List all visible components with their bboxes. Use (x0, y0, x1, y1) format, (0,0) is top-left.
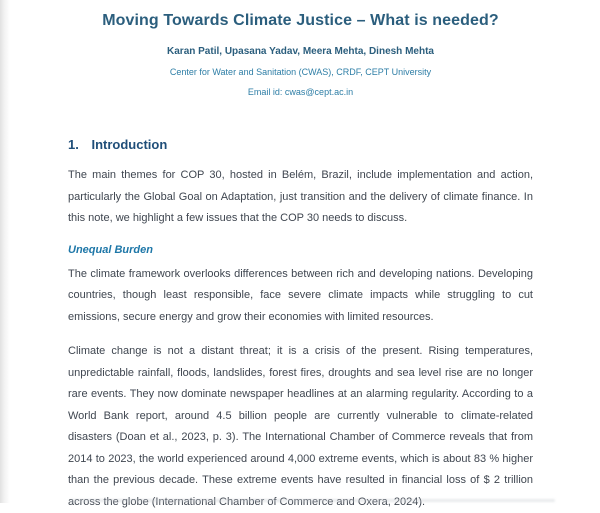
unequal-burden-paragraph-2: Climate change is not a distant threat; it is a crisis of the present. Rising temperatures, unpredictable rainfall, floods, landslides, forest fires, droughts and sea level rise are no longer rare events. They now dominate newspaper headlines at an alarming regularity. According to a World Bank report, around 4.5 billion people are currently vulnerable to climate-related disasters (Doan et al., 2023, p. 3). The International Chamber of Commerce reveals that from 2014 to 2023, the world experienced around 4,000 extreme events, which is about 83 % higher than the previous decade. These extreme events have resulted in financial loss of $ 2 trillion across the globe (International Chamber of Commerce and Oxera, 2024). (68, 345, 533, 508)
affiliation-line: Center for Water and Sanitation (CWAS), CRDF, CEPT University (169, 67, 432, 77)
unequal-burden-paragraph-1: The climate framework overlooks differences between rich and developing nations. Developing countries, though least responsible, face severe climate impacts while struggling to cut emissions, secure energy and grow their economies with limited resources. (68, 267, 533, 323)
section-number: 1. (68, 137, 79, 152)
section-heading-introduction (68, 137, 533, 152)
page-title: Moving Towards Climate Justice – What is needed? (102, 12, 499, 29)
authors-line: Karan Patil, Upasana Yadav, Meera Mehta, Dinesh Mehta (167, 46, 434, 57)
email-line: Email id: cwas@cept.ac.in (247, 87, 354, 97)
subsection-heading-unequal-burden: Unequal Burden (68, 243, 153, 256)
section-title: Introduction (91, 137, 168, 152)
intro-paragraph: The main themes for COP 30, hosted in Belém, Brazil, include implementation and action, particularly the Global Goal on Adaptation, just transition and the delivery of climate finance. In this note, we highlight a few issues that the COP 30 needs to discuss. (68, 169, 533, 224)
cut-off-next-text-line (70, 499, 555, 502)
